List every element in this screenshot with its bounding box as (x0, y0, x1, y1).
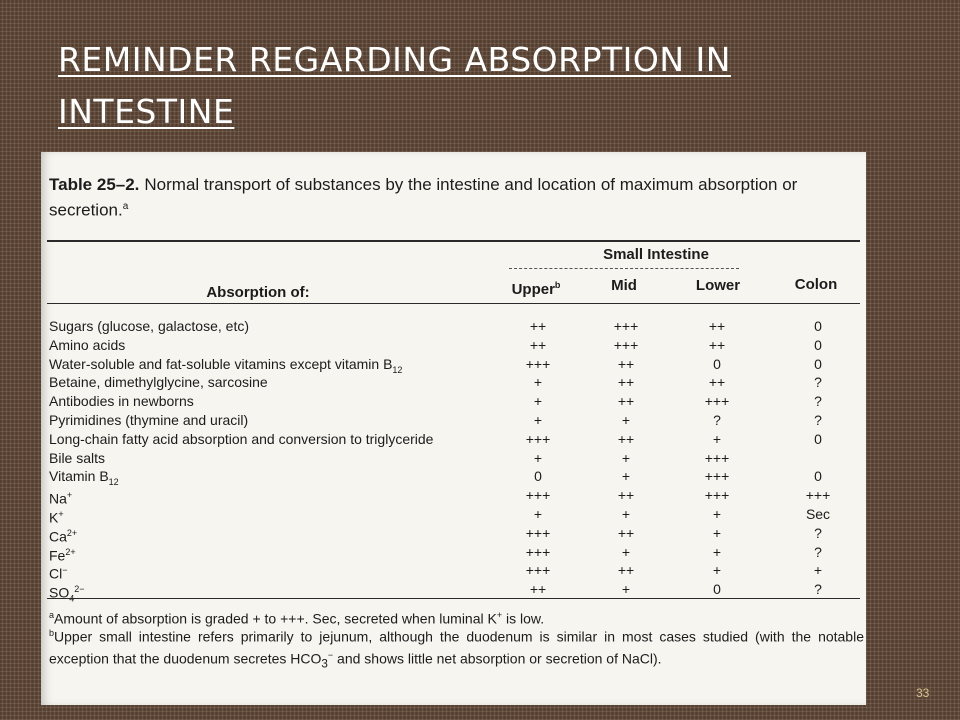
cell-colon: ? (814, 411, 822, 428)
table-caption (49, 174, 849, 222)
substance-label: Fe (49, 547, 66, 564)
cell-upper: +++ (525, 524, 551, 541)
cell-lower: ++ (708, 336, 726, 353)
cell-lower: ++ (708, 374, 726, 391)
footnote-a-end: is low. (502, 610, 545, 627)
substance-superscript: 2+ (66, 527, 78, 538)
cell-upper: +++ (525, 543, 551, 560)
cell-mid: + (621, 543, 631, 560)
substance-subscript: 4 (69, 593, 75, 604)
header-lower: Lower (695, 277, 741, 294)
cell-colon: 0 (814, 318, 822, 334)
cell-mid: + (621, 449, 631, 466)
cell-lower: +++ (704, 487, 730, 504)
cell-upper: ++ (529, 318, 547, 334)
cell-mid: ++ (617, 393, 635, 410)
cell-colon: Sec (805, 505, 831, 522)
cell-lower: 0 (713, 355, 721, 372)
table-bottom-rule (47, 598, 860, 599)
slide-title: REMINDER REGARDING ABSORPTION IN INTESTINE (58, 40, 731, 131)
cell-lower: +++ (704, 449, 730, 466)
table-row (47, 392, 859, 411)
substance-superscript: 2+ (65, 546, 76, 557)
cell-colon: ? (814, 543, 822, 560)
cell-upper: +++ (525, 487, 551, 504)
cell-lower: +++ (704, 468, 730, 485)
table-caption-text: Normal transport of substances by the intestine and location of maximum absorption or secretion. (49, 175, 798, 220)
cell-upper: +++ (525, 430, 551, 447)
table-row (47, 449, 859, 468)
cell-colon: ? (814, 393, 822, 410)
cell-colon: 0 (814, 468, 822, 485)
cell-mid: + (621, 505, 631, 522)
header-upper-label: Upper (511, 281, 555, 298)
cell-upper: + (533, 505, 543, 522)
footnote-b (49, 624, 864, 673)
cell-colon: 0 (814, 355, 822, 372)
substance-label: Antibodies in newborns (49, 393, 194, 410)
cell-upper: ++ (529, 336, 547, 353)
footnote-b-sub: 3 (321, 657, 328, 671)
cell-mid: +++ (613, 318, 639, 334)
footnote-a-sup: + (496, 610, 503, 620)
cell-lower: + (712, 524, 722, 541)
footnote-b-text: Upper small intestine refers primarily to jejunum, although the duodenum is similar in most cases studied (with the notable exception that the duodenum secretes HCO (49, 628, 864, 667)
cell-colon: 0 (814, 336, 822, 353)
footnote-b-sup: − (327, 649, 334, 660)
small-intestine-span-rule (509, 268, 739, 269)
cell-lower: + (712, 505, 722, 522)
cell-lower: + (712, 430, 722, 447)
cell-colon: ? (814, 374, 822, 391)
table-row (47, 524, 859, 543)
cell-colon: ? (814, 524, 822, 541)
substance-label: Pyrimidines (thymine and uracil) (49, 411, 249, 428)
cell-colon: + (813, 562, 823, 579)
table-row (47, 580, 859, 604)
header-absorption-of: Absorption of: (206, 284, 310, 301)
cell-lower: ++ (708, 318, 726, 334)
footnote-a-text: Amount of absorption is graded + to +++. Sec, secreted when luminal K (54, 610, 497, 627)
substance-name (49, 580, 85, 607)
caption-footnote-mark: a (122, 201, 129, 212)
cell-lower: 0 (713, 581, 721, 598)
table-row (47, 467, 859, 486)
substance-name (49, 430, 433, 448)
cell-upper: + (533, 374, 543, 391)
header-upper (503, 280, 569, 298)
substance-label: SO (49, 584, 70, 601)
substance-label: Na (49, 490, 67, 507)
substance-superscript: − (62, 565, 68, 576)
cell-upper: 0 (534, 468, 542, 485)
cell-mid: ++ (617, 562, 635, 579)
substance-name (49, 317, 249, 335)
header-mid: Mid (611, 277, 637, 294)
substance-superscript: + (58, 508, 64, 519)
substance-label: Betaine, dimethylglycine, sarcosine (49, 374, 268, 391)
table-row (47, 561, 859, 583)
substance-label: Bile salts (49, 449, 106, 466)
cell-lower: ? (713, 411, 721, 428)
table-row (47, 430, 859, 449)
header-colon: Colon (794, 276, 838, 293)
cell-upper: + (533, 449, 543, 466)
cell-mid: ++ (617, 524, 635, 541)
footnote-a-mark: a (49, 610, 55, 620)
substance-name (49, 449, 105, 467)
table-header-rule (47, 303, 860, 304)
substance-label: Sugars (glucose, galactose, etc) (49, 318, 249, 334)
substance-subscript: 12 (108, 477, 119, 488)
cell-mid: + (621, 411, 631, 428)
table-row (47, 336, 859, 355)
scanned-table-image (41, 152, 866, 705)
cell-colon: ? (814, 581, 822, 598)
cell-mid: ++ (617, 430, 635, 447)
substance-label: K (49, 509, 59, 526)
substance-name (49, 336, 125, 354)
table-row (47, 355, 859, 374)
footnote-b-mark: b (49, 628, 55, 638)
cell-mid: ++ (617, 355, 635, 372)
slide-number: 33 (916, 686, 930, 700)
substance-label: Ca (49, 528, 67, 545)
cell-colon: +++ (805, 487, 831, 504)
table-row (47, 486, 859, 505)
footnote-b-end: and shows little net absorption or secretion of NaCl). (333, 650, 662, 667)
cell-mid: ++ (617, 487, 635, 504)
cell-upper: + (533, 411, 543, 428)
cell-upper: +++ (525, 562, 551, 579)
cell-upper: +++ (525, 355, 551, 372)
table-top-rule (47, 240, 860, 242)
table-row (47, 411, 859, 430)
header-upper-footnote-mark: b (554, 280, 561, 290)
table-row (47, 373, 859, 392)
small-intestine-header: Small Intestine (603, 246, 709, 263)
substance-label: Amino acids (49, 336, 126, 353)
cell-lower: + (712, 543, 722, 560)
substance-superscript: + (66, 490, 73, 501)
cell-upper: ++ (529, 581, 547, 598)
table-row (47, 543, 859, 562)
table-row (47, 505, 859, 524)
substance-name (49, 373, 268, 391)
cell-lower: + (712, 562, 722, 579)
cell-mid: ++ (617, 374, 635, 391)
cell-upper: + (533, 393, 543, 410)
substance-name (49, 411, 248, 429)
table-row (47, 317, 859, 336)
cell-mid: +++ (613, 336, 639, 353)
cell-mid: + (621, 581, 631, 598)
substance-subscript: 12 (392, 364, 403, 375)
cell-colon: 0 (814, 430, 822, 447)
substance-superscript: 2− (74, 584, 85, 595)
substance-label: Vitamin B (49, 468, 109, 485)
table-number: Table 25–2. (49, 175, 140, 194)
cell-lower: +++ (704, 393, 730, 410)
cell-mid: + (621, 468, 631, 485)
substance-label: Long-chain fatty acid absorption and conversion to triglyceride (49, 430, 434, 447)
substance-label: Water-soluble and fat-soluble vitamins except vitamin B (49, 355, 393, 372)
substance-label: Cl (49, 566, 63, 583)
table-body (47, 317, 859, 604)
substance-name (49, 392, 194, 410)
